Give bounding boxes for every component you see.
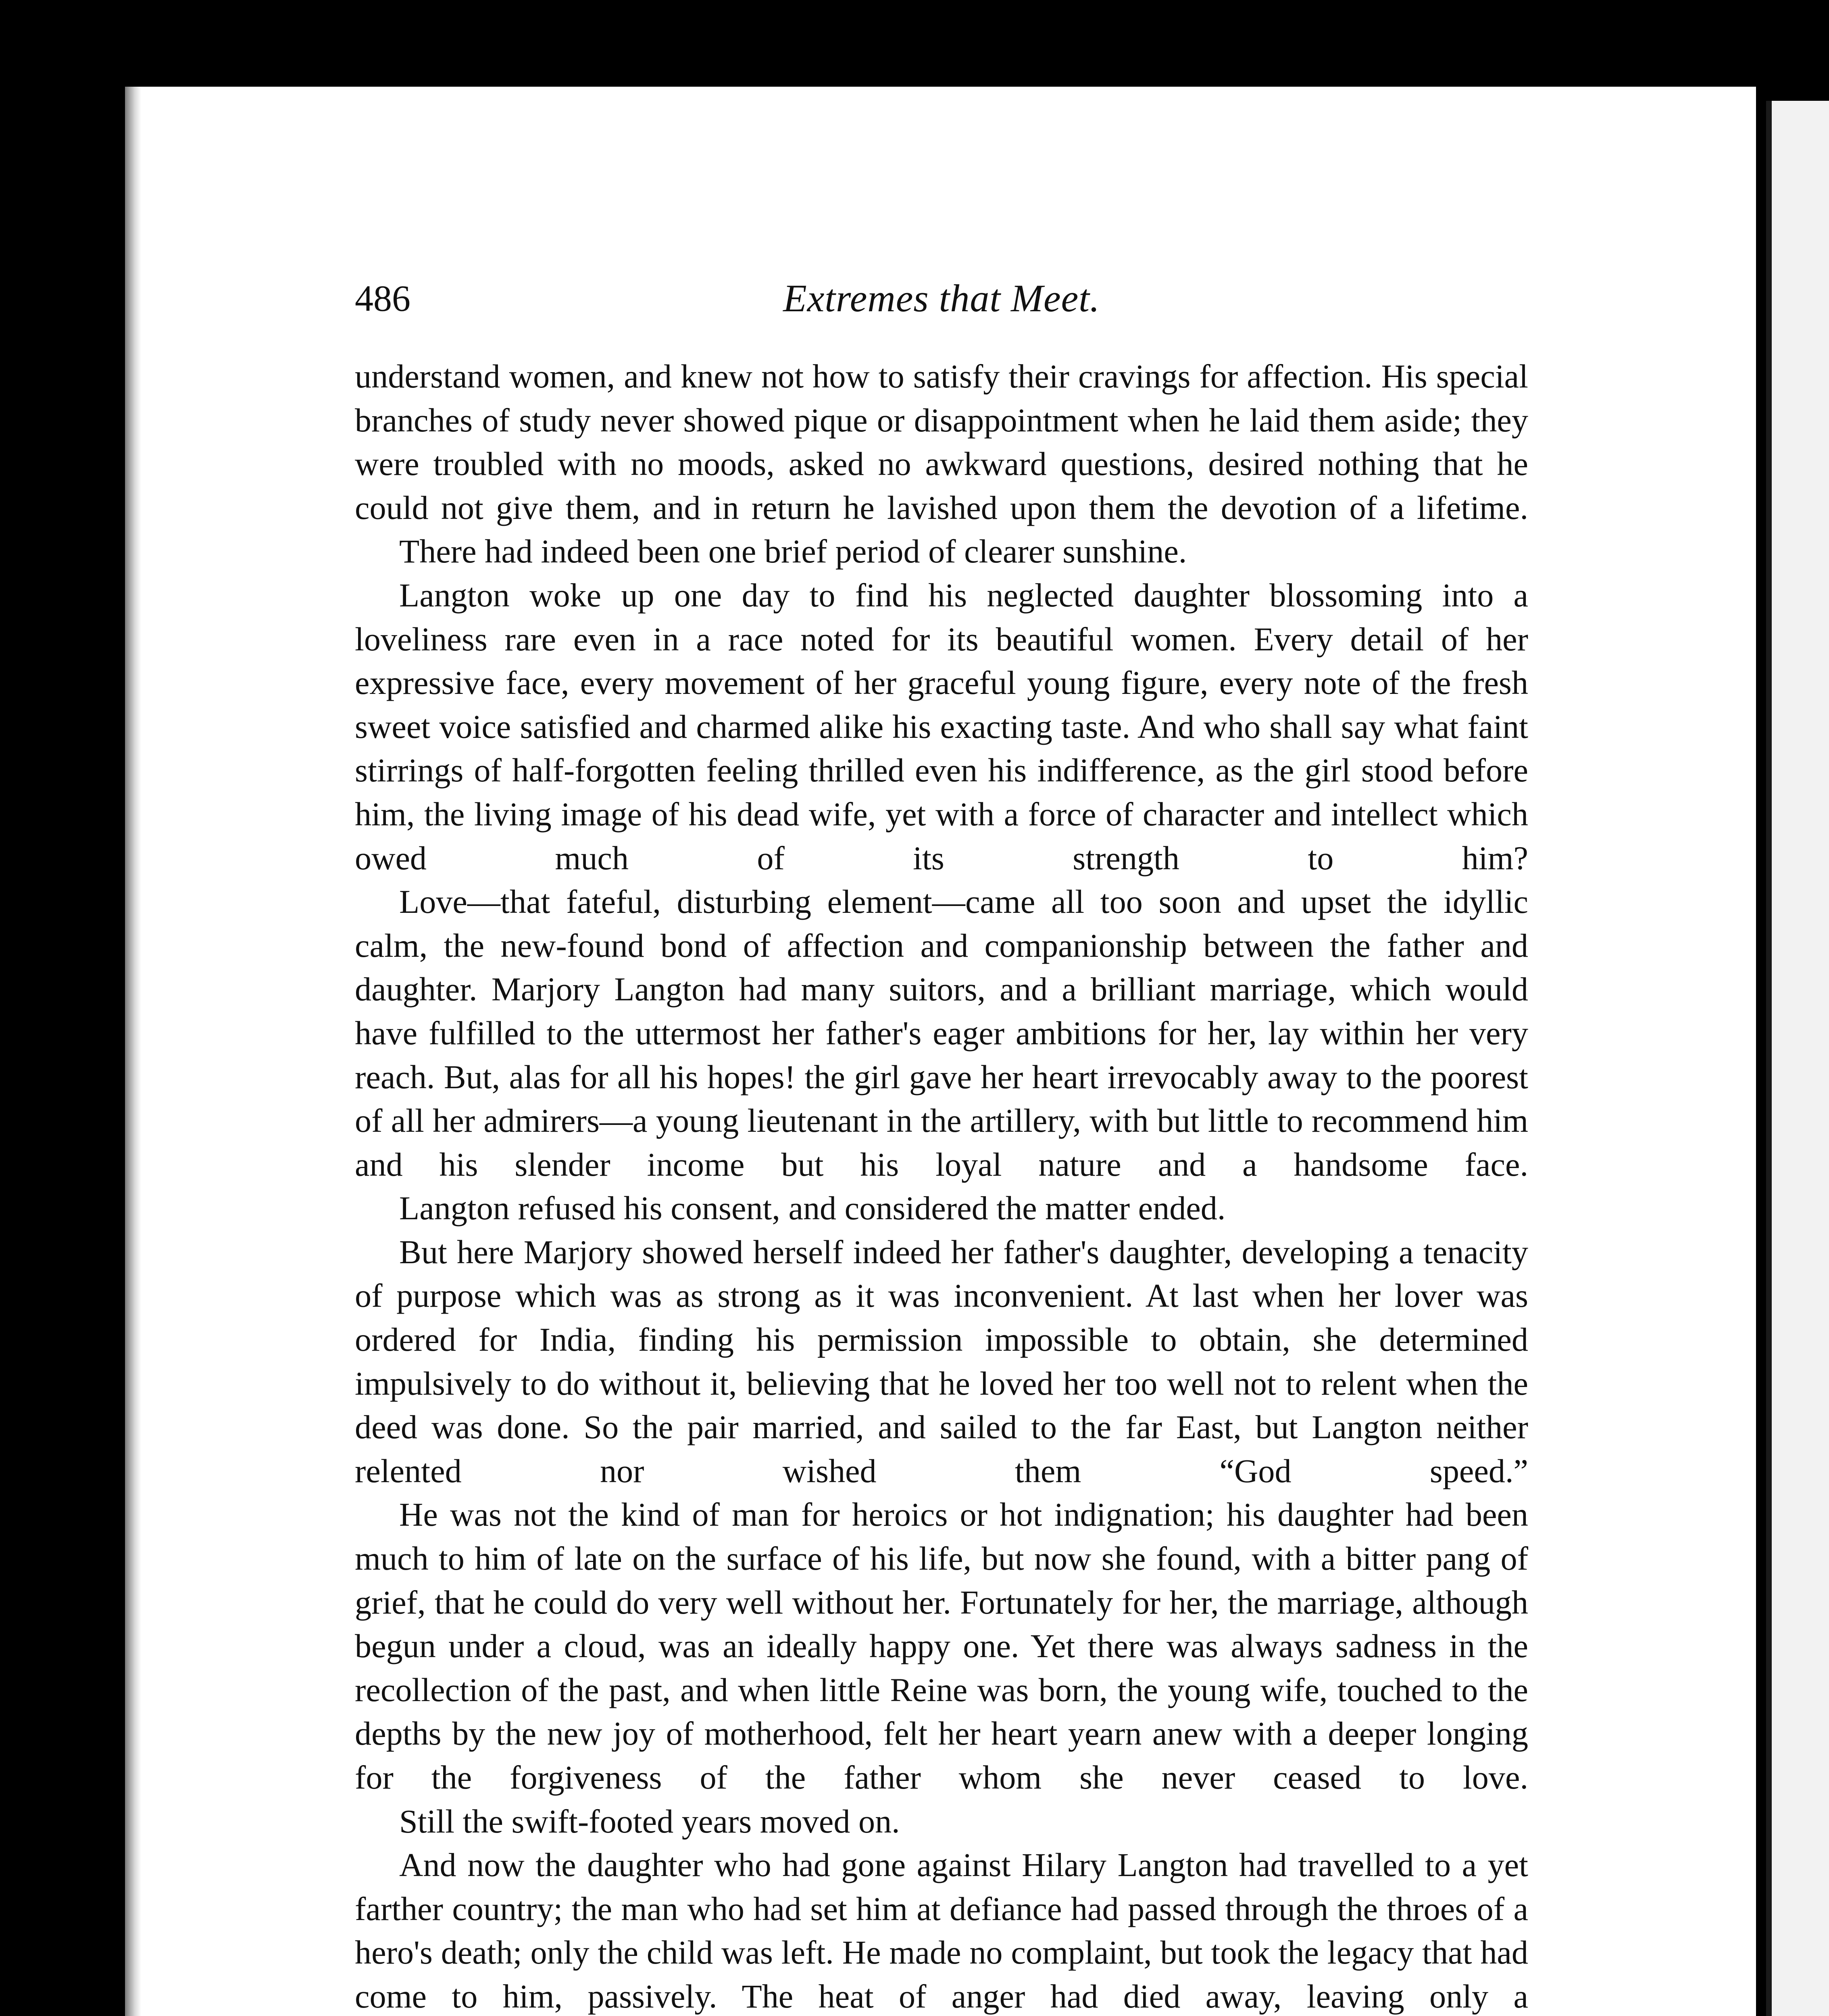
page-gutter-shadow: [125, 87, 141, 2016]
page-header: [355, 274, 1528, 323]
paragraph: Langton refused his consent, and considered the matter ended.: [399, 1190, 1226, 1227]
running-title: Extremes that Meet.: [783, 277, 1100, 320]
paragraph: understand women, and knew not how to satisfy their cravings for affection. His special branches of study never showed pique or disappointment when he laid them aside; they were troubled with no moods, asked no awkward questions, desired nothing that he could not give them, and in return he lavished upon them the devotion of a lifetime.: [355, 358, 1528, 526]
paragraph: But here Marjory showed herself indeed her father's daughter, developing a tenacity of purpose which was as strong as it was inconvenient. At last when her lover was ordered for India, finding his permission impossible to obtain, she determined impulsively to do without it, believing that he loved her too well not to relent when the deed was done. So the pair married, and sailed to the far East, but Langton neither relented nor wished them “God speed.”: [355, 1233, 1528, 1489]
paragraph: He was not the kind of man for heroics or hot indignation; his daughter had been much to him of late on the surface of his life, but now she found, with a bitter pang of grief, that he could do very well without her. Fortunately for her, the marriage, although begun under a cloud, was an ideally happy one. Yet there was always sadness in the recollection of the past, and when little Reine was born, the young wife, touched to the depths by the new joy of motherhood, felt her heart yearn anew with a deeper longing for the forgiveness of the father whom she never ceased to love.: [355, 1496, 1528, 1796]
page-number: 486: [355, 278, 410, 319]
paragraph: Still the swift-footed years moved on.: [399, 1803, 900, 1840]
paragraph: Langton woke up one day to find his neglected daughter blossoming into a loveliness rare even in a race noted for its beautiful women. Every detail of her expressive face, every movement of her graceful young figure, every note of the fresh sweet voice satisfied and charmed alike his exacting taste. And who shall say what faint stirrings of half-forgotten feeling thrilled even his indifference, as the girl stood before him, the living image of his dead wife, yet with a force of character and intellect which owed much of its strength to him?: [355, 577, 1528, 877]
facing-page-edge: [1766, 101, 1829, 2016]
paragraph: And now the daughter who had gone against Hilary Langton had travelled to a yet farther country; the man who had set him at defiance had passed through the throes of a hero's death; only the child was left. He made no complaint, but took the legacy that had come to him, passively. The heat of anger had died away, leaving only a: [355, 1847, 1528, 2015]
paragraph: There had indeed been one brief period of clearer sunshine.: [399, 533, 1187, 570]
paragraph: Love—that fateful, disturbing element—came all too soon and upset the idyllic calm, the new-found bond of affection and companionship between the father and daughter. Marjory Langton had many suitors, and a brilliant marriage, which would have fulfilled to the uttermost her father's eager ambitions for her, lay within her very reach. But, alas for all his hopes! the girl gave her heart irrevocably away to the poorest of all her admirers—a young lieutenant in the artillery, with but little to recommend him and his slender income but his loyal nature and a handsome face.: [355, 883, 1528, 1183]
body-text: [355, 355, 1528, 2016]
